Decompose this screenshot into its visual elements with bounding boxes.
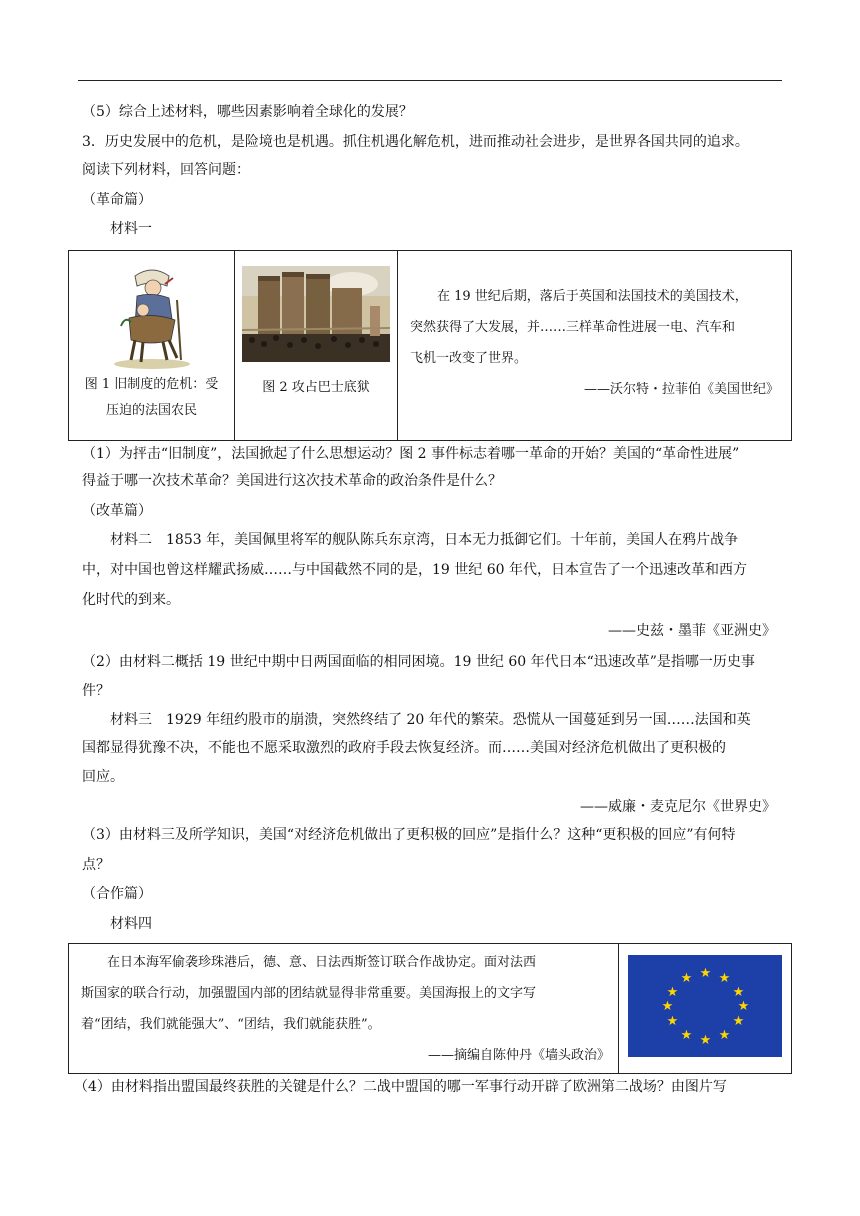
question-3-intro-cont: 阅读下列材料，回答问题： [82, 162, 250, 178]
material-4-title: 材料四 [110, 916, 152, 932]
material-1-text-line-2: 突然获得了大发展，并……三样革命性进展一电、汽车和 [410, 320, 736, 335]
star-icon: ★ [661, 999, 674, 1014]
material-4-text-line-1: 在日本海军偷袭珍珠港后，德、意、日法西斯签订联合作战协定。面对法西 [107, 955, 537, 970]
section-cooperation: （合作篇） [82, 886, 152, 902]
question-3-cont: 点？ [82, 857, 110, 873]
material-2-line-1: 材料二 1853 年，美国佩里将军的舰队陈兵东京湾，日本无力抵御它们。十年前，美国人在鸦片战争 [110, 532, 739, 548]
figure-1-image [107, 256, 197, 371]
material-4-table [68, 943, 792, 1074]
material-1-source: ——沃尔特・拉菲伯《美国世纪》 [583, 382, 779, 397]
material-3-line-3: 回应。 [82, 769, 124, 785]
question-1-cont: 得益于哪一次技术革命？美国进行这次技术革命的政治条件是什么？ [82, 473, 502, 489]
material-1-title: 材料一 [110, 221, 152, 237]
star-icon: ★ [666, 1014, 679, 1029]
star-icon: ★ [699, 966, 712, 981]
section-reform: （改革篇） [82, 503, 152, 519]
star-icon: ★ [732, 985, 745, 1000]
material-4-text-line-3: 着“团结，我们就能强大”、“团结，我们就能获胜”。 [81, 1017, 381, 1032]
question-1: （1）为抨击“旧制度”，法国掀起了什么思想运动？图 2 事件标志着哪一革命的开始？美国的“革命性进展” [82, 446, 740, 462]
star-icon: ★ [680, 971, 693, 986]
figure-2-cell [235, 251, 398, 441]
material-2-source: ——史兹・墨菲《亚洲史》 [608, 623, 776, 639]
header-rule [78, 80, 782, 81]
material-1-text-cell [398, 251, 792, 441]
question-3-intro: 3．历史发展中的危机，是险境也是机遇。抓住机遇化解危机，进而推动社会进步，是世界各国共同的追求。 [82, 134, 749, 150]
figure-1-cell [69, 251, 235, 441]
question-3: （3）由材料三及所学知识，美国“对经济危机做出了更积极的回应”是指什么？这种“更积极的回应”有何特 [82, 827, 736, 843]
question-2: （2）由材料二概括 19 世纪中期中日两国面临的相同困境。19 世纪 60 年代日本“迅速改革”是指哪一历史事 [82, 654, 755, 670]
material-4-text-line-2: 斯国家的联合行动，加强盟国内部的团结就显得非常重要。美国海报上的文字写 [81, 986, 537, 1001]
figure-1-caption: 图 1 旧制度的危机：受 [84, 377, 219, 392]
star-icon: ★ [699, 1033, 712, 1048]
figure-2-caption: 图 2 攻占巴士底狱 [262, 380, 370, 395]
question-2-cont: 件？ [82, 683, 110, 699]
material-4-source: ——摘编自陈仲丹《墙头政治》 [427, 1048, 610, 1063]
material-2-line-3: 化时代的到来。 [82, 592, 180, 608]
flag-cell [619, 944, 792, 1074]
eu-flag-image [628, 955, 782, 1057]
material-1-table [68, 250, 792, 441]
figure-2-image [242, 266, 390, 362]
star-icon: ★ [732, 1014, 745, 1029]
material-1-text-line-3: 飞机一改变了世界。 [410, 351, 528, 366]
star-icon: ★ [680, 1028, 693, 1043]
section-revolution: （革命篇） [82, 192, 152, 208]
star-icon: ★ [666, 985, 679, 1000]
star-icon: ★ [718, 1028, 731, 1043]
material-4-text-cell [69, 944, 619, 1074]
star-icon: ★ [718, 971, 731, 986]
material-3-line-2: 国都显得犹豫不决，不能也不愿采取激烈的政府手段去恢复经济。而……美国对经济危机做出了更积极的 [82, 740, 726, 756]
material-3-line-1: 材料三 1929 年纽约股市的崩溃，突然终结了 20 年代的繁荣。恐慌从一国蔓延到另一国……法国和英 [110, 712, 751, 728]
material-1-text-line-1: 在 19 世纪后期，落后于英国和法国技术的美国技术， [437, 289, 748, 304]
material-3-source: ——威廉・麦克尼尔《世界史》 [580, 799, 776, 815]
material-2-line-2: 中，对中国也曾这样耀武扬威……与中国截然不同的是，19 世纪 60 年代，日本宣告了一个迅速改革和西方 [82, 562, 747, 578]
question-4: （4）由材料指出盟国最终获胜的关键是什么？二战中盟国的哪一军事行动开辟了欧洲第二战场？由图片写 [74, 1079, 727, 1095]
question-5: （5）综合上述材料，哪些因素影响着全球化的发展？ [82, 104, 413, 120]
figure-1-caption-line-2: 压迫的法国农民 [105, 403, 197, 418]
star-icon: ★ [737, 999, 750, 1014]
